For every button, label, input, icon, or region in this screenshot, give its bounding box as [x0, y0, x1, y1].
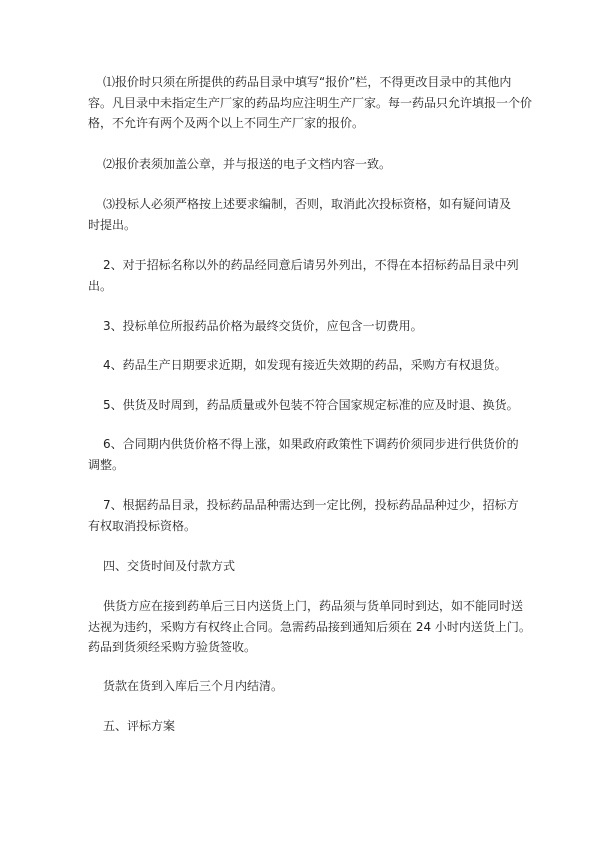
paragraph-compliance: [88, 194, 528, 235]
paragraph-line: 4、药品生产日期要求近期，如发现有接近失效期的药品，采购方有权退货。: [103, 358, 507, 372]
paragraph-item-5: [88, 395, 528, 416]
paragraph-item-6: [88, 434, 528, 475]
paragraph-line: 达视为违约，采购方有权终止合同。急需药品接到通知后须在 24 小时内送货上门。: [88, 619, 531, 634]
paragraph-payment-terms: [88, 676, 528, 697]
paragraph-line: 7、根据药品目录，投标药品品种需达到一定比例，投标药品品种过少，招标方: [103, 498, 519, 512]
paragraph-line: ⑵报价表须加盖公章，并与报送的电子文档内容一致。: [103, 157, 392, 171]
paragraph-line: ⑴报价时只须在所提供的药品目录中填写“报价”栏，不得更改目录中的其他内: [103, 75, 512, 89]
paragraph-line: 供货方应在接到药单后三日内送货上门，药品须与货单同时到达，如不能同时送: [103, 599, 524, 613]
section-heading-evaluation: [88, 716, 528, 737]
paragraph-line: 时提出。: [88, 217, 137, 232]
paragraph-line: 容。凡目录中未指定生产厂家的药品均应注明生产厂家。每一药品只允许填报一个价: [88, 95, 533, 110]
paragraph-line: 调整。: [88, 457, 125, 472]
paragraph-line: 出。: [88, 278, 113, 293]
section-heading-delivery: [88, 556, 528, 577]
paragraph-line: 货款在货到入库后三个月内结清。: [103, 679, 284, 693]
paragraph-delivery-terms: [88, 596, 531, 658]
paragraph-official-seal: [88, 154, 528, 175]
paragraph-item-2: [88, 255, 528, 296]
paragraph-item-4: [88, 355, 528, 376]
paragraph-line: 格，不允许有两个及两个以上不同生产厂家的报价。: [88, 116, 365, 130]
paragraph-line: 5、供货及时周到，药品质量或外包装不符合国家规定标准的应及时退、换货。: [103, 398, 519, 412]
section-heading: 五、评标方案: [103, 719, 176, 733]
paragraph-line: 3、投标单位所报药品价格为最终交货价，应包含一切费用。: [103, 319, 423, 333]
paragraph-line: 有权取消投标资格。: [88, 518, 197, 533]
paragraph-bid-quote-rules: [88, 72, 533, 134]
paragraph-line: ⑶投标人必须严格按上述要求编制，否则，取消此次投标资格，如有疑问请及: [103, 197, 512, 211]
paragraph-line: 6、合同期内供货价格不得上涨，如果政府政策性下调药价须同步进行供货价的: [103, 437, 519, 451]
section-heading: 四、交货时间及付款方式: [103, 559, 236, 573]
paragraph-line: 药品到货须经采购方验货签收。: [88, 640, 257, 654]
paragraph-item-7: [88, 495, 528, 536]
paragraph-line: 2、对于招标名称以外的药品经同意后请另外列出，不得在本招标药品目录中列: [103, 258, 519, 272]
paragraph-item-3: [88, 316, 528, 337]
